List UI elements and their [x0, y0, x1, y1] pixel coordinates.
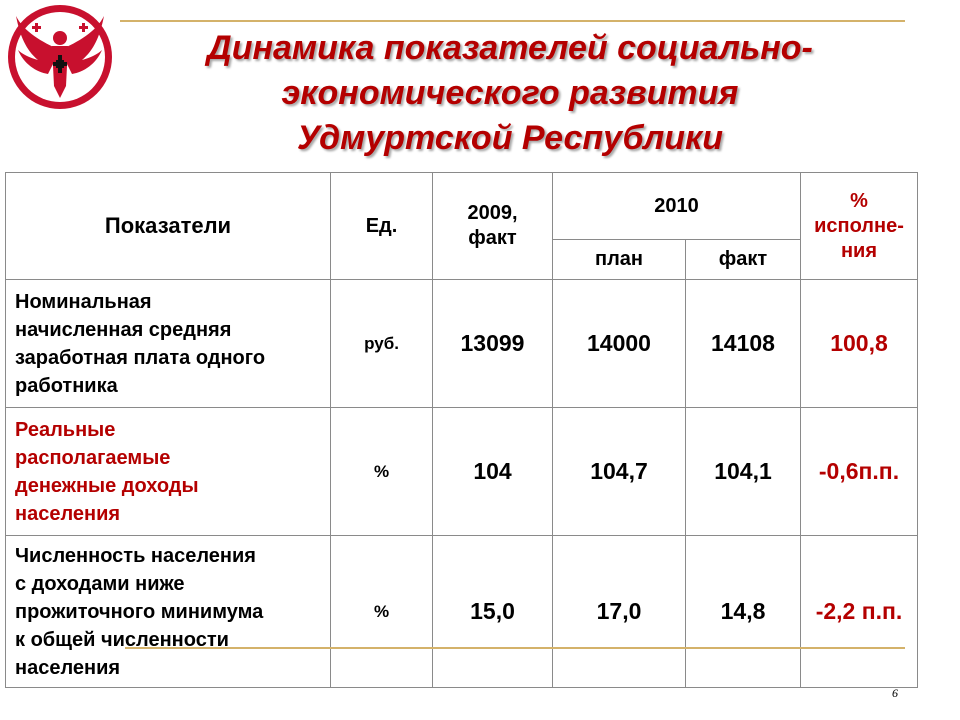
title-line-3: Удмуртской Республики: [296, 119, 723, 157]
row-indicator-line: работника: [15, 374, 118, 397]
header-percent-line3: ния: [840, 239, 878, 262]
top-divider: [120, 20, 905, 22]
row-value-percent: 100,8: [801, 280, 918, 408]
row-unit: %: [331, 408, 433, 536]
header-percent: [801, 173, 918, 280]
row-indicator-line: денежные доходы: [15, 474, 199, 497]
row-value-plan: 14000: [553, 280, 686, 408]
header-2009: [433, 173, 553, 280]
row-indicator-line: Номинальная: [15, 290, 152, 313]
row-value-percent: -0,6п.п.: [801, 408, 918, 536]
row-value-percent: -2,2 п.п.: [801, 536, 918, 688]
header-percent-line2: исполне-: [814, 214, 904, 237]
header-fact: факт: [686, 240, 801, 280]
table-row: [6, 280, 918, 408]
row-value-fact: 14,8: [686, 536, 801, 688]
row-indicator-line: к общей численности: [15, 628, 229, 651]
page-title: [130, 26, 890, 161]
row-indicator: [6, 536, 331, 688]
header-unit: Ед.: [331, 173, 433, 280]
row-indicator: [6, 408, 331, 536]
row-value-plan: 17,0: [553, 536, 686, 688]
header-2010: 2010: [553, 173, 801, 240]
udmurtia-emblem-icon: [2, 2, 118, 112]
row-indicator-line: Численность населения: [15, 544, 256, 567]
row-value-plan: 104,7: [553, 408, 686, 536]
bottom-divider: [125, 647, 905, 649]
row-indicator-line: населения: [15, 656, 121, 679]
row-indicator-line: начисленная средняя: [15, 318, 232, 341]
row-unit: %: [331, 536, 433, 688]
row-value-2009: 13099: [433, 280, 553, 408]
row-value-2009: 104: [433, 408, 553, 536]
header-percent-sign: %: [850, 189, 868, 212]
row-value-2009: 15,0: [433, 536, 553, 688]
indicators-table: [5, 172, 918, 688]
row-indicator-line: заработная плата одного: [15, 346, 266, 369]
row-value-fact: 104,1: [686, 408, 801, 536]
header-plan: план: [553, 240, 686, 280]
row-indicator: [6, 280, 331, 408]
page-number: 6: [892, 686, 898, 700]
row-indicator-line: располагаемые: [15, 446, 171, 469]
header-2009-fact: факт: [468, 227, 517, 249]
row-indicator-line: населения: [15, 502, 121, 525]
title-line-2: экономического развития: [281, 74, 739, 112]
row-indicator-line: с доходами ниже: [15, 572, 185, 595]
row-unit: руб.: [331, 280, 433, 408]
row-indicator-line: Реальные: [15, 418, 116, 441]
header-indicator: Показатели: [6, 173, 331, 280]
header-2009-year: 2009,: [467, 202, 518, 224]
table-row: [6, 408, 918, 536]
title-line-1: Динамика показателей социально-: [207, 29, 813, 67]
row-indicator-line: прожиточного минимума: [15, 600, 264, 623]
table-row: [6, 536, 918, 688]
row-value-fact: 14108: [686, 280, 801, 408]
